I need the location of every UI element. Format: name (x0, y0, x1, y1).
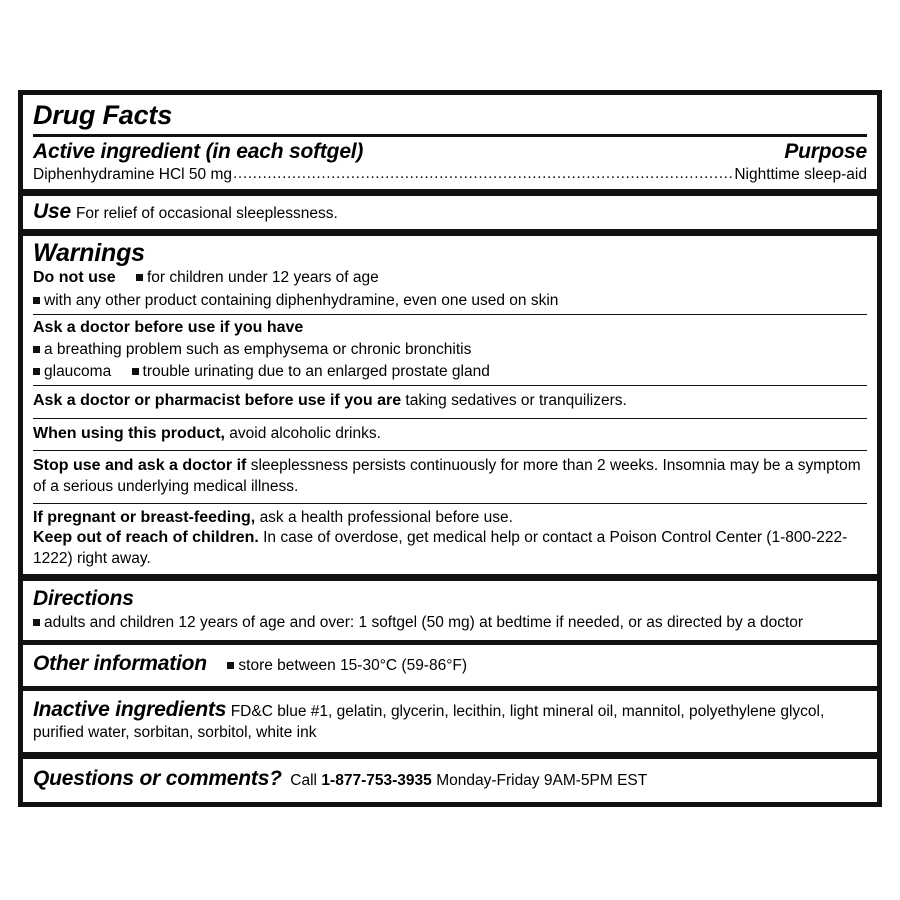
section-directions (23, 581, 877, 640)
ask-doctor-item-1: glaucoma (44, 362, 112, 380)
divider-bar-after-use (23, 229, 877, 236)
section-other-information (23, 645, 877, 686)
other-information-item: store between 15-30°C (59-86°F) (238, 657, 468, 675)
section-use (23, 196, 877, 229)
do-not-use-row (33, 268, 867, 290)
section-warnings (23, 236, 877, 574)
do-not-use-item-0: for children under 12 years of age (146, 269, 379, 287)
divider-bar-after-warnings (23, 574, 877, 581)
divider-bar-after-active-ingredient (23, 189, 877, 196)
ask-pharmacist-label: Ask a doctor or pharmacist before use if you are (33, 392, 402, 410)
purpose-heading: Purpose (784, 140, 867, 164)
stop-use-label: Stop use and ask a doctor if (33, 457, 247, 475)
bullet-square-icon (227, 662, 234, 669)
use-row (33, 200, 867, 224)
ask-pharmacist-row (33, 386, 867, 417)
pregnancy-label: If pregnant or breast-feeding, (33, 508, 256, 526)
questions-call-label: Call (290, 772, 317, 790)
inactive-ingredients-row (33, 694, 867, 749)
inactive-ingredients-text: FD&C blue #1, gelatin, glycerin, lecithin, light mineral oil, mannitol, polyethylene glycol, purified water, sorbitan, sorbitol, white ink (33, 702, 825, 741)
ask-doctor-item-0: a breathing problem such as emphysema or chronic bronchitis (44, 340, 472, 358)
bullet-square-icon (33, 619, 40, 626)
active-ingredient-name: Diphenhydramine HCl 50 mg (33, 165, 233, 183)
active-ingredient-heading: Active ingredient (in each softgel) (33, 140, 364, 164)
ask-doctor-label: Ask a doctor before use if you have (33, 319, 304, 337)
pregnancy-text: ask a health professional before use. (259, 508, 513, 526)
divider-bar-after-inactive-ingredients (23, 752, 877, 759)
other-information-row (33, 648, 867, 682)
warnings-heading: Warnings (33, 239, 145, 268)
stop-use-row (33, 451, 867, 502)
when-using-text: avoid alcoholic drinks. (229, 424, 381, 442)
directions-item: adults and children 12 years of age and over: 1 softgel (50 mg) at bedtime if needed, or as directed by a doctor (44, 614, 804, 632)
do-not-use-label: Do not use (33, 269, 116, 287)
when-using-label: When using this product, (33, 424, 225, 442)
bullet-square-icon (33, 346, 40, 353)
active-ingredient-heading-row (33, 137, 867, 165)
do-not-use-row-2 (33, 291, 867, 315)
when-using-row (33, 419, 867, 450)
bullet-square-icon (132, 368, 139, 375)
questions-hours: Monday-Friday 9AM-5PM EST (436, 772, 648, 790)
bullet-square-icon (33, 368, 40, 375)
questions-heading: Questions or comments? (33, 767, 282, 791)
keep-out-text: In case of overdose, get medical help or contact a Poison Control Center (1-800-222-1222) right away. (33, 529, 848, 567)
dot-leader (233, 164, 733, 184)
ask-doctor-item-2: trouble urinating due to an enlarged prostate gland (142, 362, 490, 380)
ask-doctor-row-0 (33, 340, 867, 362)
section-title-active-ingredient (23, 95, 877, 189)
other-information-heading: Other information (33, 652, 207, 676)
questions-phone[interactable]: 1-877-753-3935 (321, 772, 432, 790)
questions-row (33, 762, 867, 798)
ask-pharmacist-text: taking sedatives or tranquilizers. (405, 392, 627, 410)
section-questions (23, 759, 877, 802)
active-ingredient-row (33, 165, 867, 189)
stop-use-text: sleeplessness persists continuously for more than 2 weeks. Insomnia may be a symptom of a serious underlying medical illness. (33, 457, 861, 495)
ask-doctor-row-1 (33, 362, 867, 386)
keep-out-row (33, 528, 867, 574)
directions-heading: Directions (33, 587, 134, 611)
keep-out-label: Keep out of reach of children. (33, 529, 259, 547)
directions-row (33, 613, 867, 636)
inactive-ingredients-heading: Inactive ingredients (33, 697, 227, 721)
bullet-square-icon (33, 297, 40, 304)
do-not-use-item-1: with any other product containing diphenhydramine, even one used on skin (44, 291, 559, 309)
use-text: For relief of occasional sleeplessness. (75, 205, 338, 223)
drug-facts-panel (18, 90, 882, 807)
bullet-square-icon (136, 274, 143, 281)
use-heading: Use (33, 200, 71, 224)
pregnancy-row (33, 504, 867, 528)
purpose-value: Nighttime sleep-aid (734, 165, 867, 183)
section-inactive-ingredients (23, 691, 877, 753)
page-title: Drug Facts (33, 100, 173, 130)
